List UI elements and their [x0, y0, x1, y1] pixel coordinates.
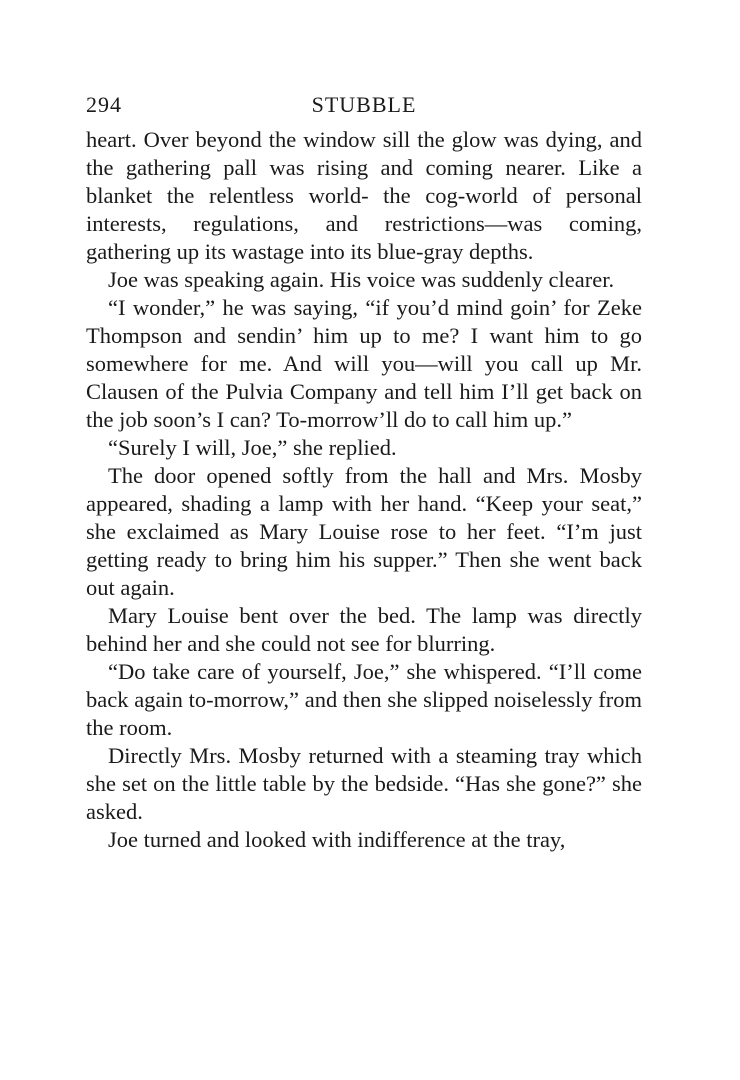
paragraph: “I wonder,” he was saying, “if you’d mind goin’ for Zeke Thompson and sendin’ him up to me? I want him to go somewhere for me. And will you—will you call up Mr. Clausen of the Pulvia Company and tell him I’ll get back on the job soon’s I can? To-morrow’ll do to call him up.” [86, 295, 642, 432]
paragraph: “Do take care of yourself, Joe,” she whispered. “I’ll come back again to-morrow,” and then she slipped noiselessly from the room. [86, 659, 642, 740]
paragraph: Joe was speaking again. His voice was suddenly clearer. [108, 267, 615, 292]
paragraph: Joe turned and looked with indifference at the tray, [108, 827, 566, 852]
body-text [86, 126, 642, 854]
paragraph-continued: heart. Over beyond the window sill the glow was dying, and the gathering pall was rising and coming nearer. Like a blanket the relentless world- the cog-world of personal interests, regulations, and restrictions—was coming, gathering up its wastage into its blue-gray depths. [86, 127, 642, 264]
paragraph: Mary Louise bent over the bed. The lamp was directly behind her and she could not see for blurring. [86, 603, 642, 656]
paragraph: Directly Mrs. Mosby returned with a steaming tray which she set on the little table by the bedside. “Has she gone?” she asked. [86, 743, 642, 824]
running-head [86, 92, 642, 126]
paragraph: The door opened softly from the hall and Mrs. Mosby appeared, shading a lamp with her hand. “Keep your seat,” she exclaimed as Mary Louise rose to her feet. “I’m just getting ready to bring him his supper.” Then she went back out again. [86, 463, 642, 600]
book-page [86, 92, 642, 854]
paragraph: “Surely I will, Joe,” she replied. [108, 435, 397, 460]
page-number: 294 [86, 92, 122, 117]
running-title: STUBBLE [311, 92, 417, 117]
